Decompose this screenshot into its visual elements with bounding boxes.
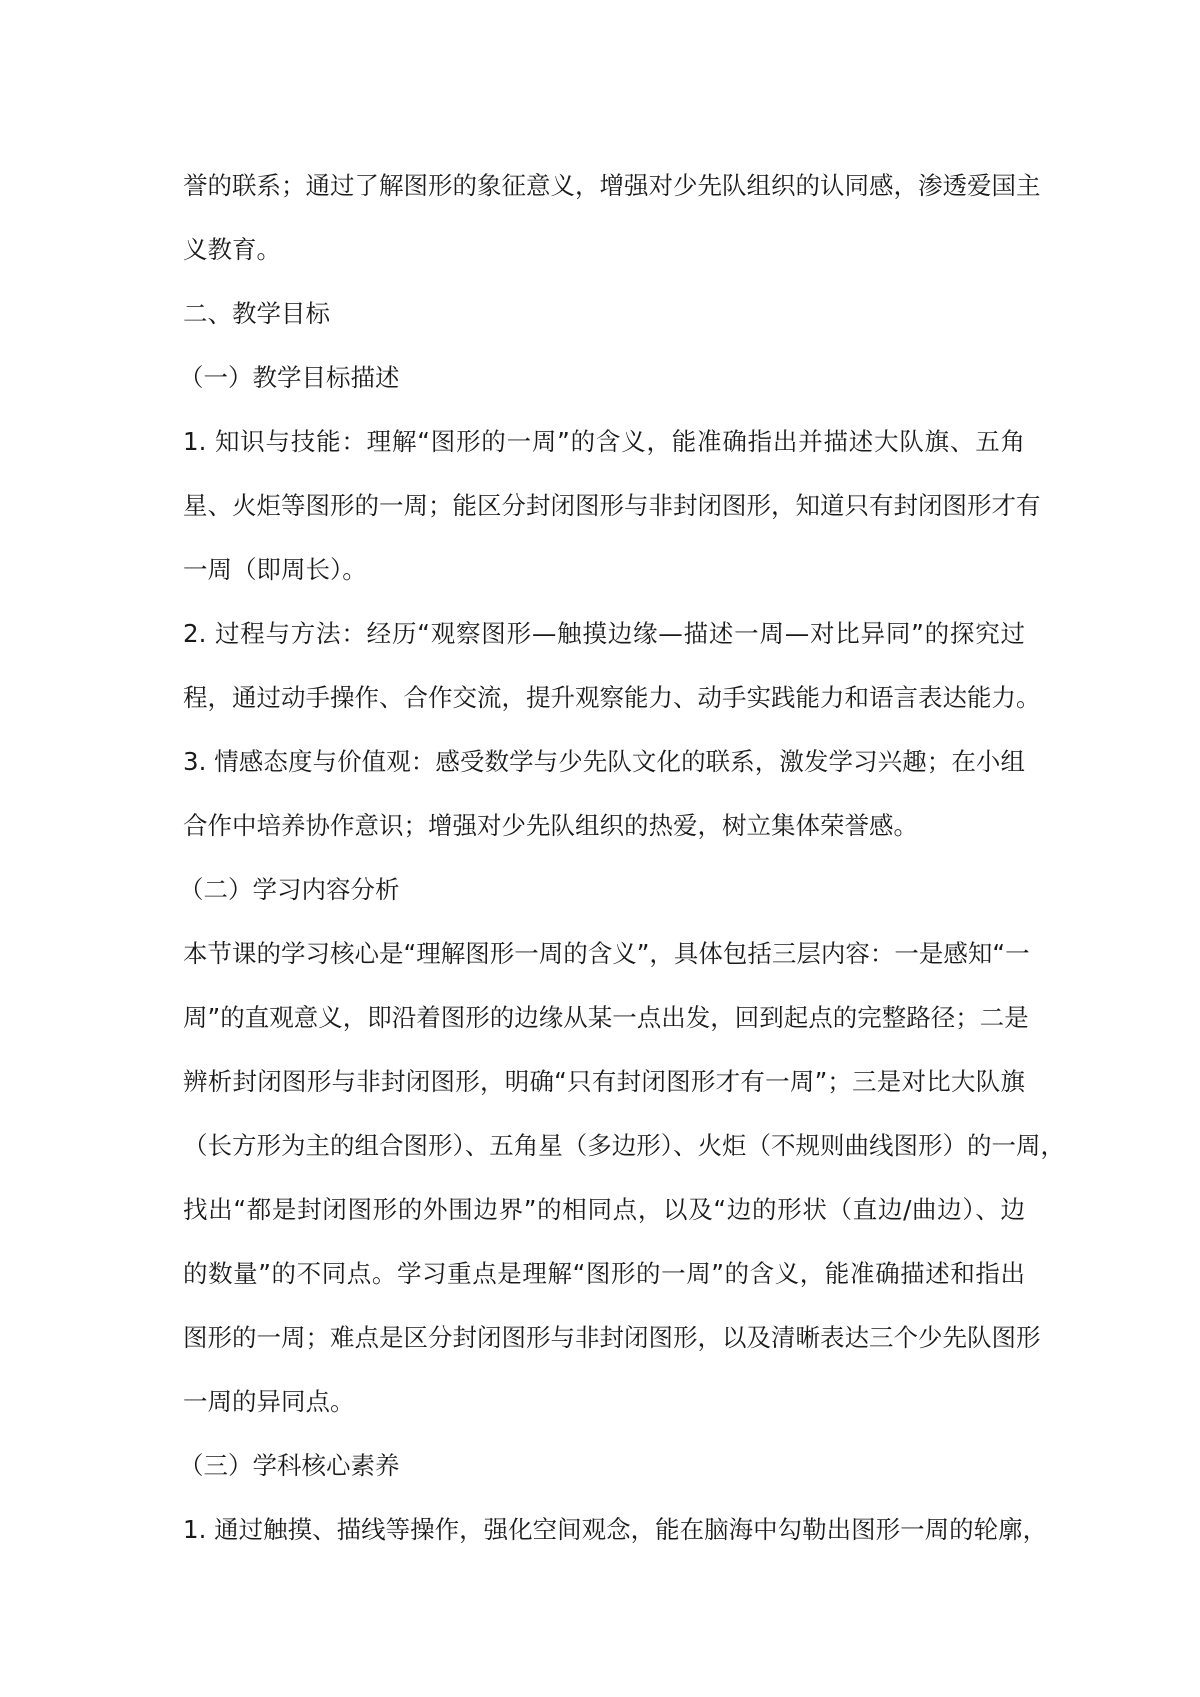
- paragraph-line: 一周（即周长）。: [183, 555, 367, 584]
- paragraph-line: 1. 知识与技能：理解“图形的一周”的含义，能准确指出并描述大队旗、五角: [183, 427, 1025, 456]
- paragraph-line: 本节课的学习核心是“理解图形一周的含义”，具体包括三层内容：一是感知“一: [183, 939, 1030, 968]
- section-heading: 二、教学目标: [183, 299, 330, 328]
- subsection-heading: （二）学习内容分析: [179, 875, 400, 904]
- document-body: [179, 154, 1065, 1562]
- paragraph-line: 星、火炬等图形的一周；能区分封闭图形与非封闭图形，知道只有封闭图形才有: [183, 491, 1041, 520]
- paragraph-line: 一周的异同点。: [183, 1387, 355, 1416]
- paragraph-line: 图形的一周；难点是区分封闭图形与非封闭图形，以及清晰表达三个少先队图形: [183, 1323, 1041, 1352]
- paragraph-line: 义教育。: [183, 235, 281, 264]
- paragraph-line: 1. 通过触摸、描线等操作，强化空间观念，能在脑海中勾勒出图形一周的轮廓，: [183, 1515, 1048, 1544]
- paragraph-line: 合作中培养协作意识；增强对少先队组织的热爱，树立集体荣誉感。: [183, 811, 918, 840]
- paragraph-line: 2. 过程与方法：经历“观察图形—触摸边缘—描述一周—对比异同”的探究过: [183, 619, 1025, 648]
- paragraph-line: 的数量”的不同点。学习重点是理解“图形的一周”的含义，能准确描述和指出: [183, 1259, 1025, 1288]
- subsection-heading: （一）教学目标描述: [179, 363, 400, 392]
- subsection-heading: （三）学科核心素养: [179, 1451, 400, 1480]
- paragraph-line: 找出“都是封闭图形的外围边界”的相同点，以及“边的形状（直边/曲边）、边: [183, 1195, 1025, 1224]
- paragraph-line: 誉的联系；通过了解图形的象征意义，增强对少先队组织的认同感，渗透爱国主: [183, 171, 1041, 200]
- paragraph-line: 3. 情感态度与价值观：感受数学与少先队文化的联系，激发学习兴趣；在小组: [183, 747, 1025, 776]
- paragraph-line: （长方形为主的组合图形）、五角星（多边形）、火炬（不规则曲线图形）的一周，: [183, 1131, 1065, 1160]
- paragraph-line: 程，通过动手操作、合作交流，提升观察能力、动手实践能力和语言表达能力。: [183, 683, 1041, 712]
- paragraph-line: 辨析封闭图形与非封闭图形，明确“只有封闭图形才有一周”；三是对比大队旗: [183, 1067, 1025, 1096]
- paragraph-line: 周”的直观意义，即沿着图形的边缘从某一点出发，回到起点的完整路径；二是: [183, 1003, 1029, 1032]
